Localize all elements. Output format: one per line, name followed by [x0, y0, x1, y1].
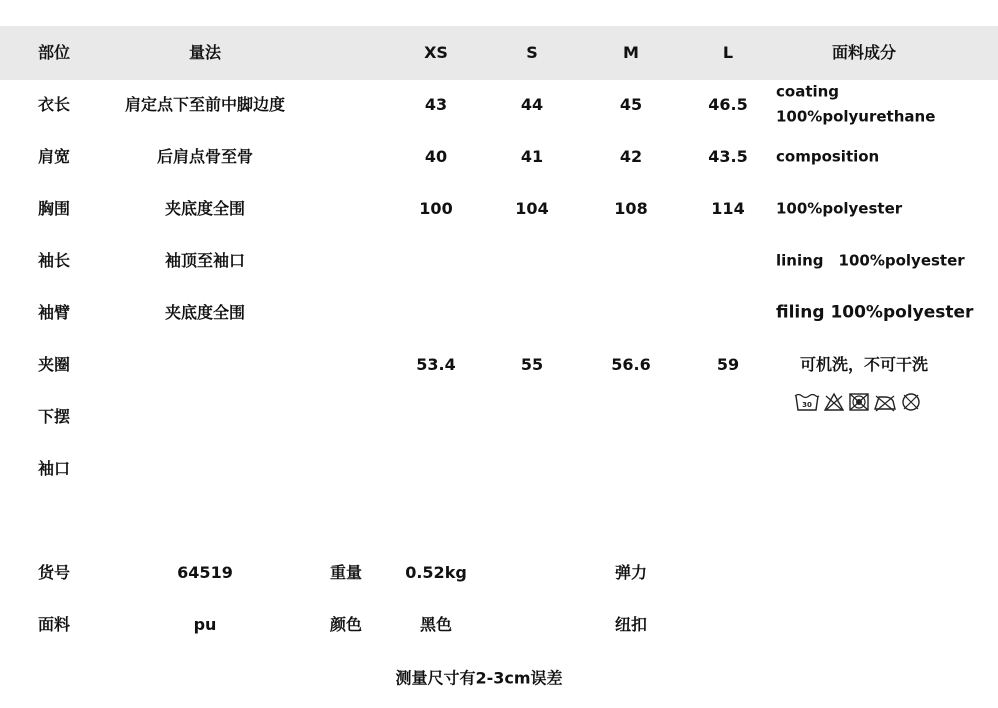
color-label: 颜色: [329, 615, 363, 634]
fabric-filing: filing 100%polyester: [776, 302, 974, 323]
row-value-m: 56.6: [611, 355, 651, 374]
header-fabric: 面料成分: [831, 43, 897, 62]
header-method: 量法: [188, 43, 222, 62]
header-part: 部位: [37, 43, 71, 62]
row-method: 夹底度全围: [164, 303, 246, 322]
row-part: 袖长: [37, 251, 71, 270]
header-size-s: S: [526, 43, 538, 62]
row-part: 袖臂: [37, 303, 71, 322]
item-no-value: 64519: [177, 563, 233, 582]
row-value-m: 108: [614, 199, 648, 218]
fabric-composition-value: 100%polyester: [776, 199, 903, 218]
row-value-m: 42: [619, 147, 643, 166]
row-part: 夹圈: [37, 355, 71, 374]
weight-label: 重量: [329, 563, 363, 582]
wash-instructions: 可机洗，不可干洗: [799, 355, 929, 374]
row-part: 胸围: [37, 199, 71, 218]
row-value-m: 45: [619, 95, 643, 114]
row-value-xs: 53.4: [416, 355, 456, 374]
button-label: 纽扣: [614, 615, 648, 634]
row-method: 后肩点骨至骨: [156, 147, 254, 166]
row-value-l: 46.5: [708, 95, 748, 114]
no-dry-clean-icon: [900, 391, 922, 413]
weight-value: 0.52kg: [405, 563, 467, 582]
row-part: 衣长: [37, 95, 71, 114]
wash-30-icon: [794, 391, 820, 413]
no-tumble-dry-icon: [848, 391, 870, 413]
fabric-composition: composition: [776, 147, 880, 166]
fabric-coating: coating: [776, 82, 840, 101]
color-value: 黑色: [419, 615, 453, 634]
row-value-s: 41: [520, 147, 544, 166]
row-part: 下摆: [37, 407, 71, 426]
row-value-s: 44: [520, 95, 544, 114]
row-value-l: 43.5: [708, 147, 748, 166]
item-no-label: 货号: [37, 563, 71, 582]
row-value-xs: 43: [424, 95, 448, 114]
row-method: 袖顶至袖口: [164, 251, 246, 270]
material-label: 面料: [37, 615, 71, 634]
row-value-xs: 40: [424, 147, 448, 166]
row-value-l: 114: [711, 199, 745, 218]
row-part: 肩宽: [37, 147, 71, 166]
no-bleach-icon: [823, 391, 845, 413]
header-size-xs: XS: [424, 43, 448, 62]
measurement-note: 测量尺寸有2-3cm误差: [395, 668, 563, 688]
row-value-xs: 100: [419, 199, 453, 218]
fabric-lining: lining 100%polyester: [776, 251, 965, 270]
header-size-m: M: [623, 43, 639, 62]
material-value: pu: [193, 615, 217, 634]
row-value-s: 104: [515, 199, 549, 218]
elastic-label: 弹力: [614, 563, 648, 582]
row-method: 肩定点下至前中脚边度: [124, 95, 286, 114]
svg-text:30: 30: [802, 401, 812, 409]
care-icons: [794, 390, 922, 414]
row-value-s: 55: [520, 355, 544, 374]
fabric-coating-value: 100%polyurethane: [776, 107, 936, 126]
header-size-l: L: [722, 43, 734, 62]
row-value-l: 59: [716, 355, 740, 374]
no-iron-icon: [873, 391, 897, 413]
row-method: 夹底度全围: [164, 199, 246, 218]
row-part: 袖口: [37, 459, 71, 478]
